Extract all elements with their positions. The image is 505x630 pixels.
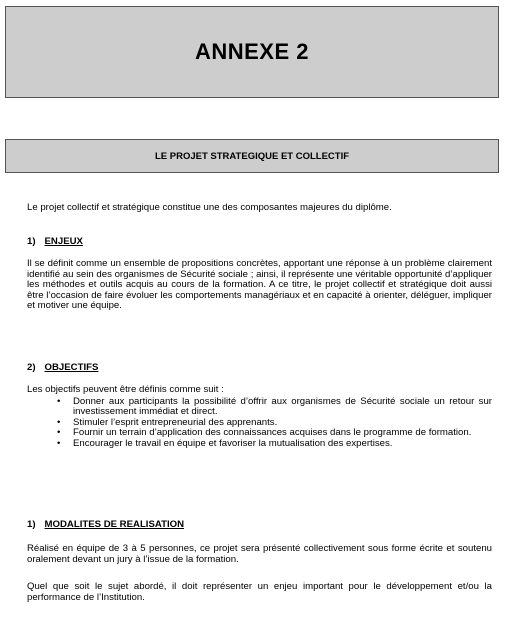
list-item <box>27 397 492 418</box>
annex-title-banner <box>5 6 499 98</box>
project-title-banner <box>5 139 499 173</box>
section-modalites-para-1: Réalisé en équipe de 3 à 5 personnes, ce projet sera présenté collectivement sous forme écrite et soutenu oralement devant un jury à l’issue de la formation. <box>27 543 492 565</box>
section-label: MODALITES DE REALISATION <box>44 519 184 530</box>
section-label: OBJECTIFS <box>44 362 99 373</box>
intro-paragraph: Le projet collectif et stratégique constitue une des composantes majeures du diplôme. <box>27 202 392 213</box>
bullet-icon: • <box>57 437 61 449</box>
annex-title: ANNEXE 2 <box>194 39 310 64</box>
list-item-text: Stimuler l’esprit entrepreneurial des apprenants. <box>73 416 278 428</box>
section-objectifs-heading <box>27 362 98 373</box>
list-item-text: Fournir un terrain d’application des connaissances acquises dans le programme de formation. <box>73 427 472 439</box>
section-enjeux-heading <box>27 236 83 247</box>
section-objectifs-body <box>27 385 492 450</box>
section-number: 1) <box>27 236 36 247</box>
bullet-icon: • <box>57 416 61 428</box>
list-item-text: Donner aux participants la possibilité d’offrir aux organismes de Sécurité sociale un retour sur investissement immédiat et direct. <box>73 395 492 418</box>
project-title: LE PROJET STRATEGIQUE ET COLLECTIF <box>154 150 350 162</box>
section-enjeux-text: Il se définit comme un ensemble de propositions concrètes, apportant une réponse à un problème clairement identifié au sein des organismes de Sécurité sociale ; ainsi, il représente une véritable opportunité d’appliquer les méthodes et outils acquis au cours de la formation. A ce titre, le projet collectif et stratégique doit aussi être l’occasion de faire évoluer les comportements managériaux et en capacité à orienter, déléguer, impliquer et motiver une équipe. <box>27 258 492 312</box>
objectives-list <box>27 397 492 450</box>
section-label: ENJEUX <box>44 236 83 247</box>
bullet-icon: • <box>57 395 61 407</box>
section-modalites-heading <box>27 519 184 530</box>
bullet-icon: • <box>57 427 61 439</box>
section-number: 2) <box>27 362 36 373</box>
section-modalites-para-2: Quel que soit le sujet abordé, il doit représenter un enjeu important pour le développement et/ou la performance de l’Institution. <box>27 581 492 603</box>
list-item-text: Encourager le travail en équipe et favoriser la mutualisation des expertises. <box>73 437 393 449</box>
objectives-lead: Les objectifs peuvent être définis comme suit : <box>27 384 224 395</box>
list-item <box>27 439 492 450</box>
section-number: 1) <box>27 519 36 530</box>
